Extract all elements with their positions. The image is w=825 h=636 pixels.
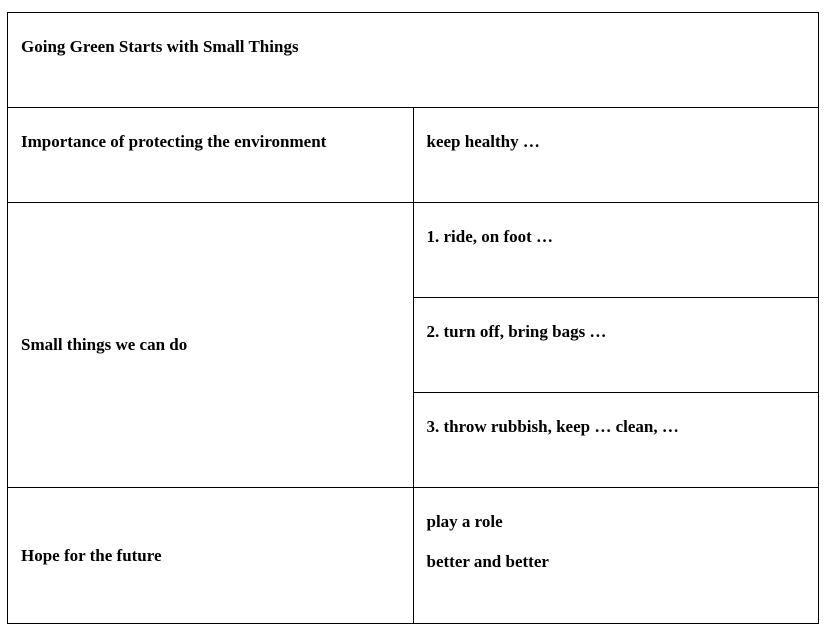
row-detail-hope — [413, 488, 819, 624]
row-detail-small-things-3: 3. throw rubbish, keep … clean, … — [413, 393, 819, 488]
row-detail-hope-2: better and better — [426, 552, 549, 571]
row-label-importance: Importance of protecting the environment — [8, 108, 414, 203]
row-label-small-things: Small things we can do — [8, 203, 414, 488]
table-row — [8, 203, 819, 298]
table-row — [8, 108, 819, 203]
row-detail-small-things-2: 2. turn off, bring bags … — [413, 298, 819, 393]
outline-table — [7, 12, 819, 624]
title-row — [8, 13, 819, 108]
worksheet-title: Going Green Starts with Small Things — [8, 13, 819, 108]
row-detail-importance: keep healthy … — [413, 108, 819, 203]
table-row — [8, 488, 819, 624]
row-detail-small-things-1: 1. ride, on foot … — [413, 203, 819, 298]
row-label-hope: Hope for the future — [8, 488, 414, 624]
row-detail-hope-1: play a role — [426, 512, 503, 531]
